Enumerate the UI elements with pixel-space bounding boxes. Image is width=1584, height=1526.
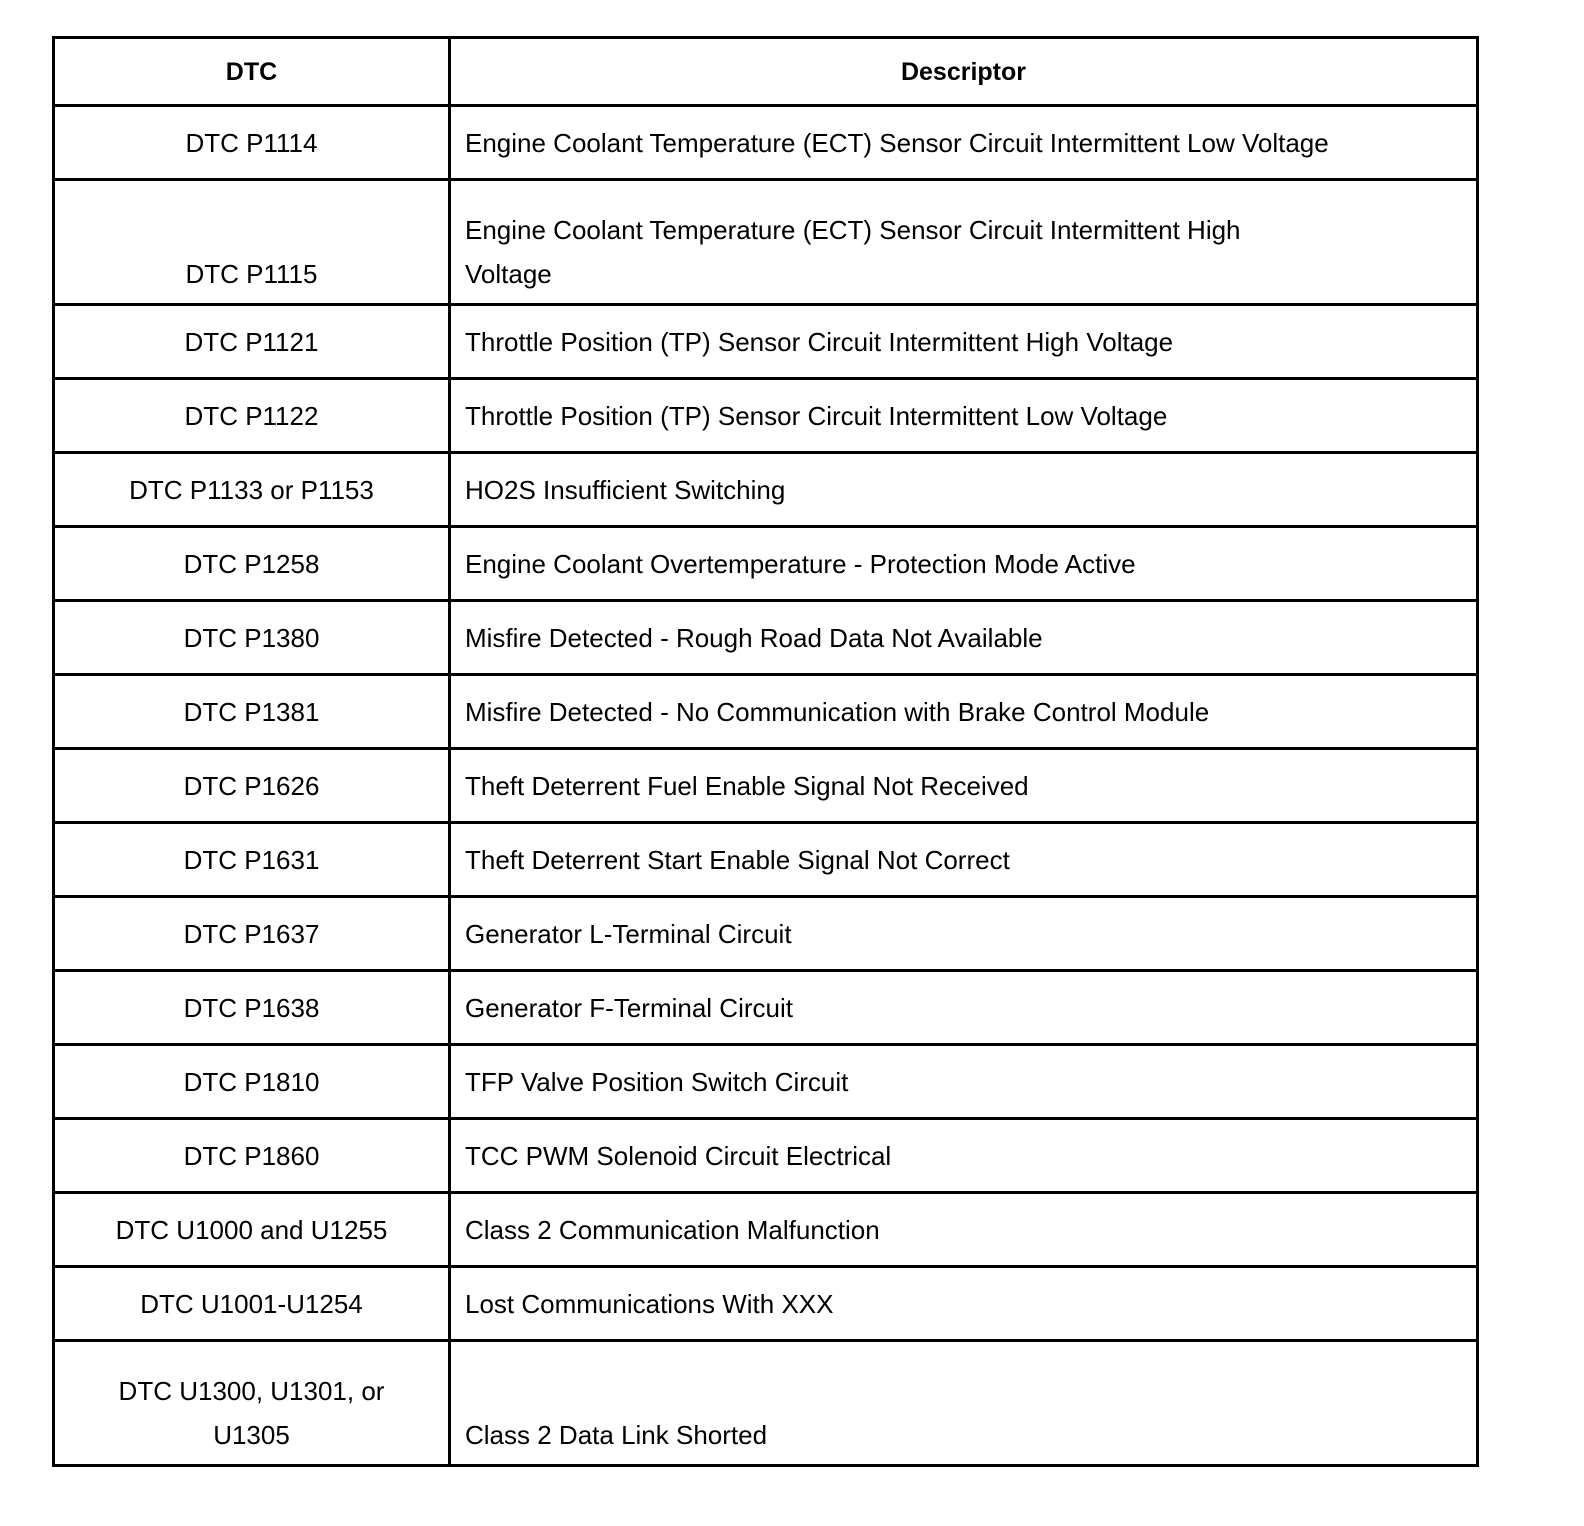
descriptor-cell: Throttle Position (TP) Sensor Circuit Intermittent High Voltage bbox=[450, 305, 1478, 379]
table-row bbox=[54, 897, 1478, 971]
descriptor-cell: Generator L-Terminal Circuit bbox=[450, 897, 1478, 971]
table-row bbox=[54, 1193, 1478, 1267]
dtc-code-cell: DTC P1626 bbox=[54, 749, 450, 823]
descriptor-cell: Engine Coolant Temperature (ECT) Sensor Circuit Intermittent High Voltage bbox=[450, 180, 1478, 305]
descriptor-cell: Generator F-Terminal Circuit bbox=[450, 971, 1478, 1045]
table-row bbox=[54, 379, 1478, 453]
table-row bbox=[54, 106, 1478, 180]
descriptor-cell: Theft Deterrent Start Enable Signal Not Correct bbox=[450, 823, 1478, 897]
dtc-code-cell: DTC P1122 bbox=[54, 379, 450, 453]
table-row bbox=[54, 305, 1478, 379]
dtc-code-cell: DTC U1001-U1254 bbox=[54, 1267, 450, 1341]
table-header-row bbox=[54, 38, 1478, 106]
descriptor-cell: Misfire Detected - Rough Road Data Not Available bbox=[450, 601, 1478, 675]
dtc-code-cell: DTC P1258 bbox=[54, 527, 450, 601]
table-row bbox=[54, 749, 1478, 823]
dtc-code-cell: DTC P1380 bbox=[54, 601, 450, 675]
dtc-table bbox=[52, 36, 1479, 1467]
dtc-code-cell: DTC P1860 bbox=[54, 1119, 450, 1193]
descriptor-cell: Lost Communications With XXX bbox=[450, 1267, 1478, 1341]
descriptor-cell: Engine Coolant Overtemperature - Protection Mode Active bbox=[450, 527, 1478, 601]
table-row bbox=[54, 1267, 1478, 1341]
table-row bbox=[54, 527, 1478, 601]
table-row bbox=[54, 180, 1478, 305]
table-row bbox=[54, 1119, 1478, 1193]
header-dtc: DTC bbox=[54, 38, 450, 106]
descriptor-cell: Misfire Detected - No Communication with Brake Control Module bbox=[450, 675, 1478, 749]
header-descriptor: Descriptor bbox=[450, 38, 1478, 106]
dtc-code-cell: DTC P1121 bbox=[54, 305, 450, 379]
descriptor-cell: Theft Deterrent Fuel Enable Signal Not Received bbox=[450, 749, 1478, 823]
dtc-code-cell: DTC P1114 bbox=[54, 106, 450, 180]
dtc-code-cell: DTC P1638 bbox=[54, 971, 450, 1045]
table-row bbox=[54, 453, 1478, 527]
descriptor-cell: Engine Coolant Temperature (ECT) Sensor Circuit Intermittent Low Voltage bbox=[450, 106, 1478, 180]
dtc-code-cell: DTC U1000 and U1255 bbox=[54, 1193, 450, 1267]
dtc-code-cell: DTC P1810 bbox=[54, 1045, 450, 1119]
descriptor-cell: TCC PWM Solenoid Circuit Electrical bbox=[450, 1119, 1478, 1193]
dtc-code-cell: DTC P1631 bbox=[54, 823, 450, 897]
dtc-code-cell: DTC P1637 bbox=[54, 897, 450, 971]
table-row bbox=[54, 1045, 1478, 1119]
table-row bbox=[54, 601, 1478, 675]
dtc-code-cell: DTC P1381 bbox=[54, 675, 450, 749]
descriptor-cell: Class 2 Communication Malfunction bbox=[450, 1193, 1478, 1267]
table-row bbox=[54, 971, 1478, 1045]
dtc-code-cell: DTC P1115 bbox=[54, 180, 450, 305]
descriptor-cell: Class 2 Data Link Shorted bbox=[450, 1341, 1478, 1466]
table-row bbox=[54, 675, 1478, 749]
descriptor-cell: HO2S Insufficient Switching bbox=[450, 453, 1478, 527]
dtc-code-cell: DTC U1300, U1301, or U1305 bbox=[54, 1341, 450, 1466]
table-row bbox=[54, 823, 1478, 897]
descriptor-cell: TFP Valve Position Switch Circuit bbox=[450, 1045, 1478, 1119]
descriptor-cell: Throttle Position (TP) Sensor Circuit Intermittent Low Voltage bbox=[450, 379, 1478, 453]
table-row bbox=[54, 1341, 1478, 1466]
dtc-code-cell: DTC P1133 or P1153 bbox=[54, 453, 450, 527]
